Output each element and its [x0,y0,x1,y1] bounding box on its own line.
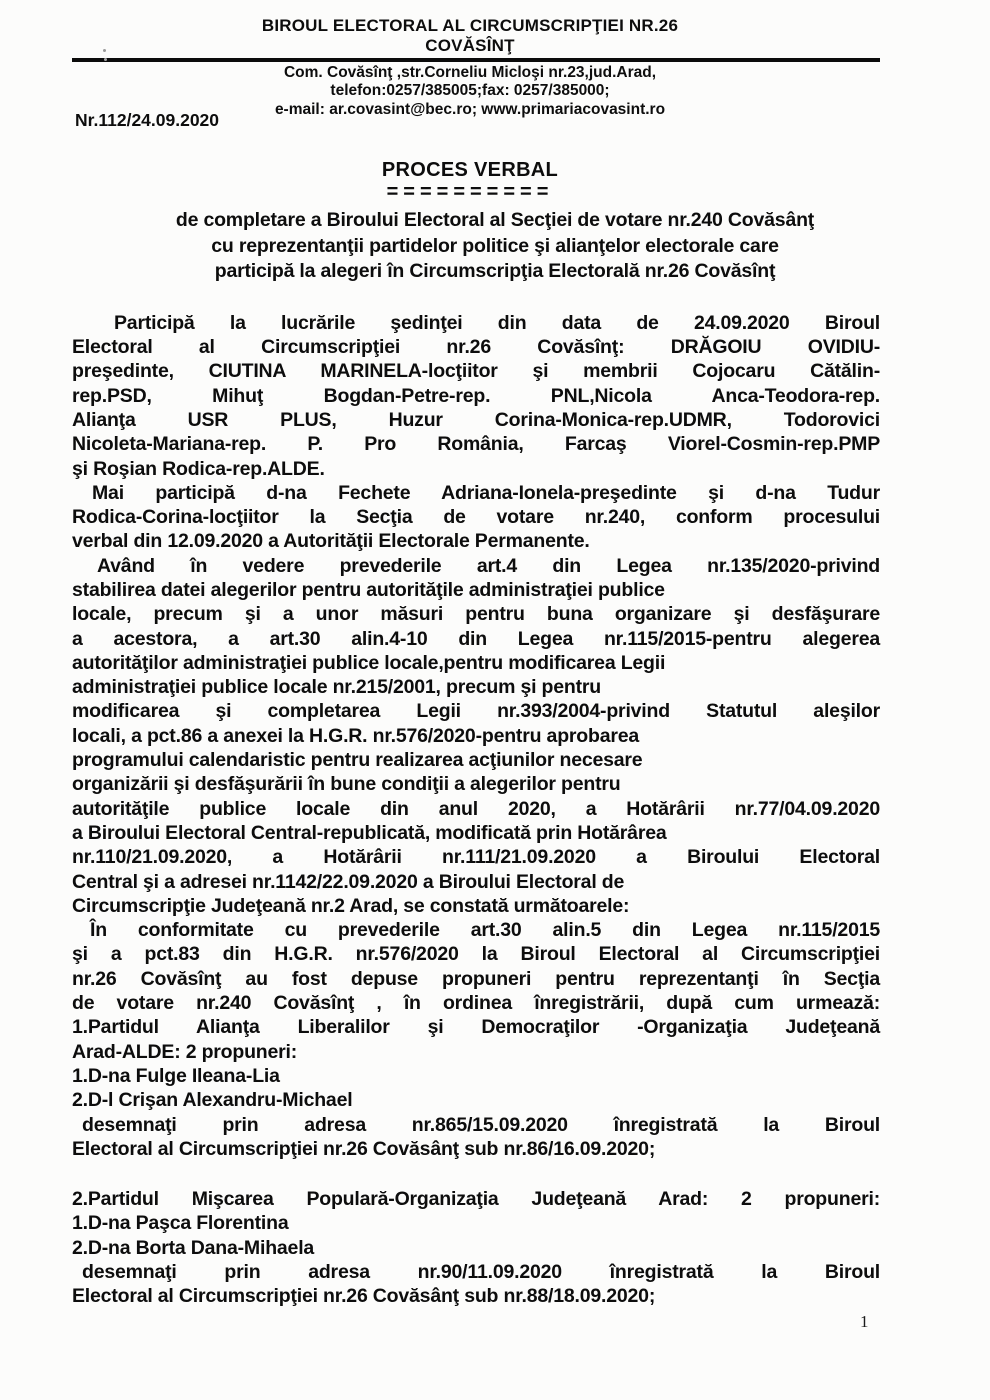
text-line: Rodica-Corina-locţiitor la Secţia de votare nr.240, conform procesului [72,506,880,529]
text-line: Având în vedere prevederile art.4 din Legea nr.135/2020-privind [97,554,880,577]
document-title: PROCES VERBAL [381,159,559,182]
pmp-designation-paragraph [72,1260,880,1309]
text-line: verbal din 12.09.2020 a Autorităţii Electorale Permanente. [72,530,590,553]
text-line: desemnaţi prin adresa nr.90/11.09.2020 înregistrată la Biroul [82,1261,880,1283]
text-line: Electoral al Circumscripţiei nr.26 Covăsânţ sub nr.86/16.09.2020; [72,1137,656,1160]
text-line: modificarea şi completarea Legii nr.393/2004-privind Statutul aleşilor [72,700,880,723]
section-gap [72,1161,880,1187]
text-line: 2.D-na Borta Dana-Mihaela [72,1236,315,1259]
text-line: Mai participă d-na Fechete Adriana-Ionela-preşedinte şi d-na Tudur [92,481,880,504]
text-line: locale, precum şi a unor măsuri pentru buna organizare şi desfăşurare [72,603,880,626]
text-line: Electoral al Circumscripţiei nr.26 Covăsânţ sub nr.88/18.09.2020; [72,1285,656,1308]
text-line: locali, a pct.86 a anexei la H.G.R. nr.576/2020-pentru aprobarea [72,724,640,747]
findings-intro-paragraph [72,918,880,1015]
text-line: În conformitate cu prevederile art.30 alin.5 din Legea nr.115/2015 [90,919,880,942]
alde-nominees-list [72,1064,880,1113]
text-line: desemnaţi prin adresa nr.865/15.09.2020 înregistrată la Biroul [82,1113,880,1136]
text-line: organizării şi desfăşurării în bune condiţii a alegerilor pentru [72,773,621,796]
text-line: administraţiei publice locale nr.215/2001, precum şi pentru [72,676,601,699]
pmp-proposals-heading [72,1187,880,1211]
alde-designation-paragraph [72,1113,880,1162]
text-line: Nicoleta-Mariana-rep. P. Pro România, Farcaş Viorel-Cosmin-rep.PMP [72,433,880,456]
document-body [72,311,880,1309]
document-subtitle [0,208,990,285]
institution-name-line2: COVĂSÎNŢ [425,36,515,55]
scan-artifact [103,49,106,52]
title-underline: ========== [386,181,554,204]
text-line: 1.Partidul Alianţa Liberalilor şi Democraţilor -Organizaţia Judeţeană [72,1016,880,1039]
address-line: Com. Covăsînţ ,str.Corneliu Micloşi nr.23,jud.Arad, [283,64,657,81]
text-line: 2.Partidul Mişcarea Populară-Organizaţia Judeţeană Arad: 2 propuneri: [72,1188,880,1211]
pmp-nominees-list [72,1211,880,1260]
text-line: nr.26 Covăsînţ au fost depuse propuneri pentru reprezentanţi în Secţia [72,967,880,990]
text-line: programului calendaristic pentru realizarea acţiunilor necesare [72,749,643,772]
email-web-line: e-mail: ar.covasint@bec.ro; www.primariacovasint.ro [274,100,666,118]
legal-basis-paragraph [72,554,880,918]
text-line: Arad-ALDE: 2 propuneri: [72,1040,298,1063]
text-line: şi a pct.83 din H.G.R. nr.576/2020 la Biroul Electoral al Circumscripţiei [72,943,880,966]
text-line: autorităţilor administraţiei publice locale,pentru modificarea Legii [72,651,666,674]
text-line: preşedinte, CIUTINA MARINELA-locţiitor şi membrii Cojocaru Cătălin- [72,360,880,383]
text-line: Central şi a adresei nr.1142/22.09.2020 a Biroului Electoral de [72,870,625,893]
text-line: 1.D-na Paşca Florentina [72,1212,289,1235]
text-line: 1.D-na Fulge Ileana-Lia [72,1064,280,1087]
subtitle-line: de completare a Biroului Electoral al Secţiei de votare nr.240 Covăsânţ [175,209,815,232]
text-line: a acestora, a art.30 alin.4-10 din Legea nr.115/2015-pentru alegerea [72,627,880,650]
subtitle-line: cu reprezentanţii partidelor politice şi alianţelor electorale care [211,234,779,257]
registration-number: Nr.112/24.09.2020 [75,110,220,130]
text-line: 2.D-l Crişan Alexandru-Michael [72,1089,353,1112]
text-line: Electoral al Circumscripţiei nr.26 Covăsînţ: DRĂGOIU OVIDIU- [72,336,880,359]
text-line: autorităţile publice locale din anul 2020, a Hotărârii nr.77/04.09.2020 [72,797,880,820]
text-line: Alianţa USR PLUS, Huzur Corina-Monica-rep.UDMR, Todorovici [72,408,880,431]
institution-name-line1: BIROUL ELECTORAL AL CIRCUMSCRIPŢIEI NR.26 [261,16,679,35]
letterhead [60,16,880,56]
text-line: de votare nr.240 Covăsînţ , în ordinea înregistrării, după cum urmează: [72,992,880,1015]
attendance-paragraph [72,311,880,481]
title-block [60,159,880,204]
text-line: nr.110/21.09.2020, a Hotărârii nr.111/21.09.2020 a Biroului Electoral [72,846,880,869]
text-line: Circumscripţie Judeţeană nr.2 Arad, se constată următoarele: [72,894,630,917]
text-line: rep.PSD, Mihuţ Bogdan-Petre-rep. PNL,Nicola Anca-Teodora-rep. [72,384,880,407]
text-line: Participă la lucrările şedinţei din data de 24.09.2020 Biroul [114,311,880,334]
text-line: stabilirea datei alegerilor pentru autorităţile administraţiei publice [72,578,665,601]
subtitle-line: participă la alegeri în Circumscripţia Electorală nr.26 Covăsînţ [214,260,776,283]
letterhead-divider [72,58,880,62]
phone-fax-line: telefon:0257/385005;fax: 0257/385000; [330,82,610,100]
page-number: 1 [860,1312,869,1331]
text-line: a Biroului Electoral Central-republicată, modificată prin Hotărârea [72,821,667,844]
alde-proposals-heading [72,1015,880,1064]
additional-attendance-paragraph [72,481,880,554]
text-line: şi Roşian Rodica-rep.ALDE. [72,457,325,480]
